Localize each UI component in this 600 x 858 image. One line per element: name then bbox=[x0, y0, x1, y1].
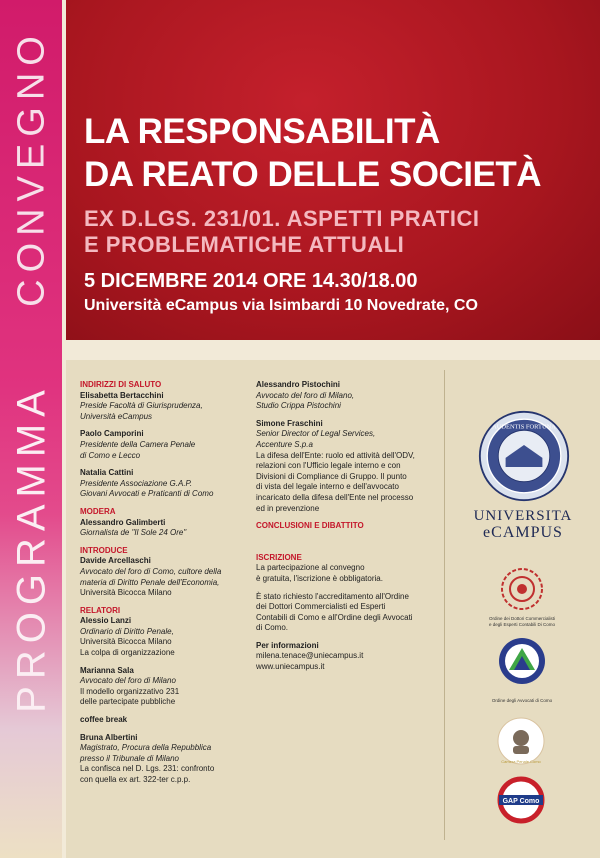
seal-text: AUDENTIS FORTUNA bbox=[492, 423, 556, 431]
speaker-name: Marianna Sala bbox=[80, 665, 134, 675]
column-divider bbox=[444, 370, 445, 840]
info-website[interactable]: www.uniecampus.it bbox=[256, 662, 325, 672]
accreditation-text: dei Dottori Commercialisti ed Esperti bbox=[256, 602, 386, 612]
speaker-name: Davide Arcellaschi bbox=[80, 556, 151, 566]
accreditation-text: di Como. bbox=[256, 623, 289, 633]
info-heading: Per informazioni bbox=[256, 640, 319, 650]
talk-title: delle partecipate pubbliche bbox=[80, 697, 176, 707]
talk-title: La difesa dell'Ente: ruolo ed attività dell'ODV, bbox=[256, 450, 415, 460]
speaker-name: Alessandro Pistochini bbox=[256, 380, 341, 389]
registration-text: La partecipazione al convegno bbox=[256, 563, 365, 573]
gap-como-logo-icon bbox=[497, 776, 545, 824]
registration-text: è gratuita, l'iscrizione è obbligatoria. bbox=[256, 573, 383, 583]
event-venue: Università eCampus via Isimbardi 10 Novedrate, CO bbox=[84, 297, 478, 314]
title-line-1: LA RESPONSABILITÀ bbox=[84, 112, 440, 151]
speaker-role: Avvocato del foro di Milano, bbox=[256, 390, 355, 400]
vertical-label-programma: PROGRAMMA bbox=[9, 383, 54, 713]
speaker-name: Natalia Cattini bbox=[80, 468, 134, 478]
university-name-line-1: UNIVERSITA bbox=[473, 508, 573, 524]
title-line-2: DA REATO DELLE SOCIETÀ bbox=[84, 155, 541, 194]
speaker-role: Università Bicocca Milano bbox=[80, 588, 172, 598]
program-column-1 bbox=[80, 380, 250, 786]
info-email[interactable]: milena.tenace@uniecampus.it bbox=[256, 651, 364, 661]
speaker-name: Paolo Camporini bbox=[80, 429, 144, 439]
speaker-name: Alessio Lanzi bbox=[80, 616, 132, 626]
section-heading: CONCLUSIONI E DIBATTITO bbox=[256, 521, 364, 531]
speaker-role: Ordinario di Diritto Penale, bbox=[80, 626, 174, 636]
vertical-label-convegno: CONVEGNO bbox=[10, 29, 53, 307]
program-column-2 bbox=[256, 380, 436, 673]
speaker-name: Elisabetta Bertacchini bbox=[80, 390, 164, 400]
coffee-break: coffee break bbox=[80, 715, 128, 725]
odcec-caption-2: e degli Esperti Contabili Di Como bbox=[488, 622, 556, 627]
section-heading: INTRODUCE bbox=[80, 545, 128, 555]
odcec-logo-icon bbox=[499, 566, 545, 612]
camera-penale-logo-icon bbox=[496, 716, 546, 766]
speaker-role: Giornalista de "Il Sole 24 Ore" bbox=[80, 528, 187, 538]
speaker-role: Studio Crippa Pistochini bbox=[256, 401, 341, 411]
event-date: 5 DICEMBRE 2014 ORE 14.30/18.00 bbox=[84, 270, 418, 292]
header-separator bbox=[66, 340, 600, 360]
odcec-caption-1: Ordine dei Dottori Commercialisti bbox=[488, 616, 556, 621]
university-seal-icon bbox=[478, 410, 570, 502]
speaker-role: Giovani Avvocati e Praticanti di Como bbox=[80, 489, 214, 499]
talk-title: ed in prevenzione bbox=[256, 503, 320, 513]
speaker-role: Accenture S.p.a bbox=[256, 439, 313, 449]
accreditation-text: È stato richiesto l'accreditamento all'Ordine bbox=[256, 591, 409, 601]
speaker-role: Magistrato, Procura della Repubblica bbox=[80, 743, 212, 753]
speaker-role: Avvocato del foro di Milano bbox=[80, 676, 176, 686]
speaker-role: Presidente Associazione G.A.P. bbox=[80, 478, 193, 488]
university-name-line-2: eCAMPUS bbox=[483, 524, 563, 541]
section-heading: INDIRIZZI DI SALUTO bbox=[80, 380, 162, 389]
speaker-role: materia di Diritto Penale dell'Economia, bbox=[80, 577, 220, 587]
talk-title: Il modello organizzativo 231 bbox=[80, 686, 180, 696]
talk-title: Divisioni di Compliance di Gruppo. Il punto bbox=[256, 471, 407, 481]
speaker-role: di Como e Lecco bbox=[80, 450, 141, 460]
speaker-role: Università eCampus bbox=[80, 411, 153, 421]
speaker-role: Senior Director of Legal Services, bbox=[256, 429, 376, 439]
talk-title: con quella ex art. 322-ter c.p.p. bbox=[80, 775, 191, 784]
speaker-name: Simone Fraschini bbox=[256, 418, 323, 428]
speaker-role: Preside Facoltà di Giurisprudenza, bbox=[80, 401, 203, 411]
section-heading: RELATORI bbox=[80, 605, 121, 615]
speaker-role: Presidente della Camera Penale bbox=[80, 439, 196, 449]
speaker-name: Alessandro Galimberti bbox=[80, 517, 166, 527]
speaker-role: Avvocato del foro di Como, cultore della bbox=[80, 566, 222, 576]
avvocati-caption: Ordine degli Avvocati di Como bbox=[491, 698, 553, 703]
gap-como-text: GAP Como bbox=[502, 798, 540, 805]
talk-title: relazioni con l'Ufficio legale interno e con bbox=[256, 461, 401, 471]
camera-penale-text: Camera Penale Como bbox=[501, 759, 541, 764]
speaker-role: presso il Tribunale di Milano bbox=[80, 753, 180, 763]
talk-title: incaricato della difesa dell'Ente nel processo bbox=[256, 492, 414, 502]
subtitle-line-2: E PROBLEMATICHE ATTUALI bbox=[84, 232, 405, 257]
avvocati-logo-icon bbox=[497, 636, 547, 686]
talk-title: La colpa di organizzazione bbox=[80, 648, 175, 658]
talk-title: La confisca nel D. Lgs. 231: confronto bbox=[80, 764, 215, 774]
talk-title: di vista del legale interno e dell'avvocato bbox=[256, 482, 399, 492]
speaker-role: Università Bicocca Milano bbox=[80, 637, 172, 647]
section-heading: ISCRIZIONE bbox=[256, 552, 302, 562]
subtitle-line-1: EX D.LGS. 231/01. ASPETTI PRATICI bbox=[84, 206, 480, 231]
speaker-name: Bruna Albertini bbox=[80, 732, 138, 742]
section-heading: MODERA bbox=[80, 506, 116, 516]
accreditation-text: Contabili di Como e all'Ordine degli Avvocati bbox=[256, 612, 413, 622]
